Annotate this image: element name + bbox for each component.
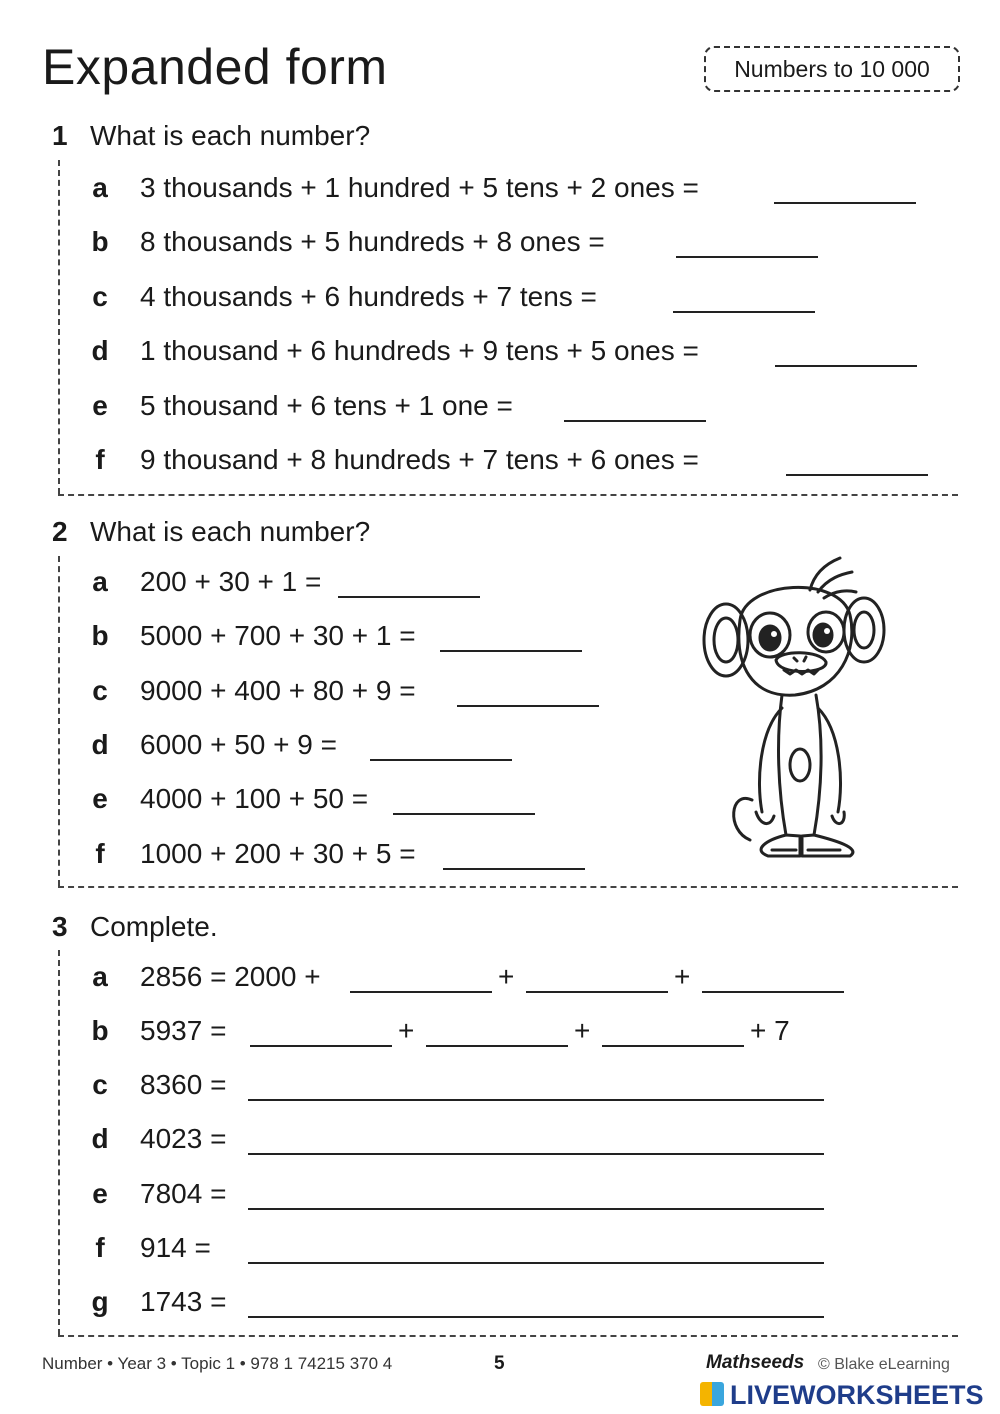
section-rule — [58, 950, 60, 1335]
answer-blank[interactable] — [350, 991, 492, 993]
answer-blank[interactable] — [393, 813, 535, 815]
item-expression: 6000 + 50 + 9 = — [140, 729, 337, 760]
question-prompt: What is each number? — [90, 516, 371, 547]
plus-sign: + — [674, 961, 691, 992]
answer-blank[interactable] — [440, 650, 582, 652]
watermark-text: LIVEWORKSHEETS — [730, 1380, 984, 1410]
item-letter: e — [92, 783, 108, 814]
item-letter: b — [91, 1015, 109, 1046]
answer-blank[interactable] — [676, 256, 818, 258]
item-expression: 2856 = 2000 + — [140, 961, 321, 992]
item-letter: a — [92, 566, 108, 597]
item-letter: c — [92, 281, 108, 312]
section-divider — [58, 886, 958, 888]
item-expression: 1743 = — [140, 1286, 227, 1317]
section-divider — [58, 494, 958, 496]
liveworksheets-icon — [700, 1382, 724, 1406]
plus-sign: + — [574, 1015, 591, 1046]
answer-blank[interactable] — [775, 365, 917, 367]
item-expression: 1000 + 200 + 30 + 5 = — [140, 838, 416, 869]
answer-blank[interactable] — [370, 759, 512, 761]
item-expression: 5 thousand + 6 tens + 1 one = — [140, 390, 513, 421]
section-rule — [58, 160, 60, 494]
item-expression: 9000 + 400 + 80 + 9 = — [140, 675, 416, 706]
item-expression: 7804 = — [140, 1178, 227, 1209]
answer-blank[interactable] — [250, 1045, 392, 1047]
section-rule — [58, 556, 60, 886]
answer-blank[interactable] — [673, 311, 815, 313]
item-letter: c — [92, 675, 108, 706]
page-number: 5 — [494, 1353, 505, 1374]
item-letter: f — [95, 838, 105, 869]
answer-blank[interactable] — [248, 1262, 824, 1264]
item-letter: a — [92, 172, 108, 203]
question-prompt: What is each number? — [90, 120, 371, 151]
item-letter: f — [95, 1232, 105, 1263]
answer-blank[interactable] — [248, 1316, 824, 1318]
answer-blank[interactable] — [702, 991, 844, 993]
question-prompt: Complete. — [90, 911, 218, 942]
item-expression: 4 thousands + 6 hundreds + 7 tens = — [140, 281, 597, 312]
item-letter: f — [95, 444, 105, 475]
answer-blank[interactable] — [564, 420, 706, 422]
item-expression: 3 thousands + 1 hundred + 5 tens + 2 ones = — [140, 172, 699, 203]
item-expression: 1 thousand + 6 hundreds + 9 tens + 5 ones = — [140, 335, 699, 366]
item-letter: b — [91, 620, 109, 651]
item-letter: a — [92, 961, 108, 992]
item-expression: 5000 + 700 + 30 + 1 = — [140, 620, 416, 651]
question-number: 3 — [52, 911, 68, 942]
item-expression: 9 thousand + 8 hundreds + 7 tens + 6 ones = — [140, 444, 699, 475]
item-tail: + 7 — [750, 1015, 790, 1046]
answer-blank[interactable] — [426, 1045, 568, 1047]
footer-text: Number • Year 3 • Topic 1 • 978 1 74215 370 4 — [42, 1354, 393, 1373]
item-letter: d — [91, 729, 109, 760]
answer-blank[interactable] — [774, 202, 916, 204]
brand-logo: Mathseeds — [706, 1352, 805, 1373]
answer-blank[interactable] — [526, 991, 668, 993]
copyright: © Blake eLearning — [818, 1356, 950, 1373]
topic-badge: Numbers to 10 000 — [704, 46, 960, 92]
item-letter: b — [91, 226, 109, 257]
answer-blank[interactable] — [602, 1045, 744, 1047]
item-expression: 5937 = — [140, 1015, 227, 1046]
item-letter: g — [91, 1286, 109, 1317]
item-expression: 8360 = — [140, 1069, 227, 1100]
monkey-illustration — [690, 550, 890, 870]
item-letter: c — [92, 1069, 108, 1100]
page-title: Expanded form — [42, 39, 388, 95]
answer-blank[interactable] — [457, 705, 599, 707]
item-expression: 8 thousands + 5 hundreds + 8 ones = — [140, 226, 605, 257]
plus-sign: + — [398, 1015, 415, 1046]
answer-blank[interactable] — [248, 1099, 824, 1101]
item-expression: 914 = — [140, 1232, 211, 1263]
question-number: 2 — [52, 516, 68, 547]
item-expression: 4000 + 100 + 50 = — [140, 783, 369, 814]
section-divider — [58, 1335, 958, 1337]
item-letter: d — [91, 1123, 109, 1154]
answer-blank[interactable] — [248, 1153, 824, 1155]
answer-blank[interactable] — [248, 1208, 824, 1210]
answer-blank[interactable] — [443, 868, 585, 870]
item-expression: 4023 = — [140, 1123, 227, 1154]
answer-blank[interactable] — [786, 474, 928, 476]
item-letter: e — [92, 1178, 108, 1209]
plus-sign: + — [498, 961, 515, 992]
answer-blank[interactable] — [338, 596, 480, 598]
item-letter: e — [92, 390, 108, 421]
item-letter: d — [91, 335, 109, 366]
item-expression: 200 + 30 + 1 = — [140, 566, 322, 597]
liveworksheets-watermark — [700, 1380, 984, 1411]
question-number: 1 — [52, 120, 68, 151]
